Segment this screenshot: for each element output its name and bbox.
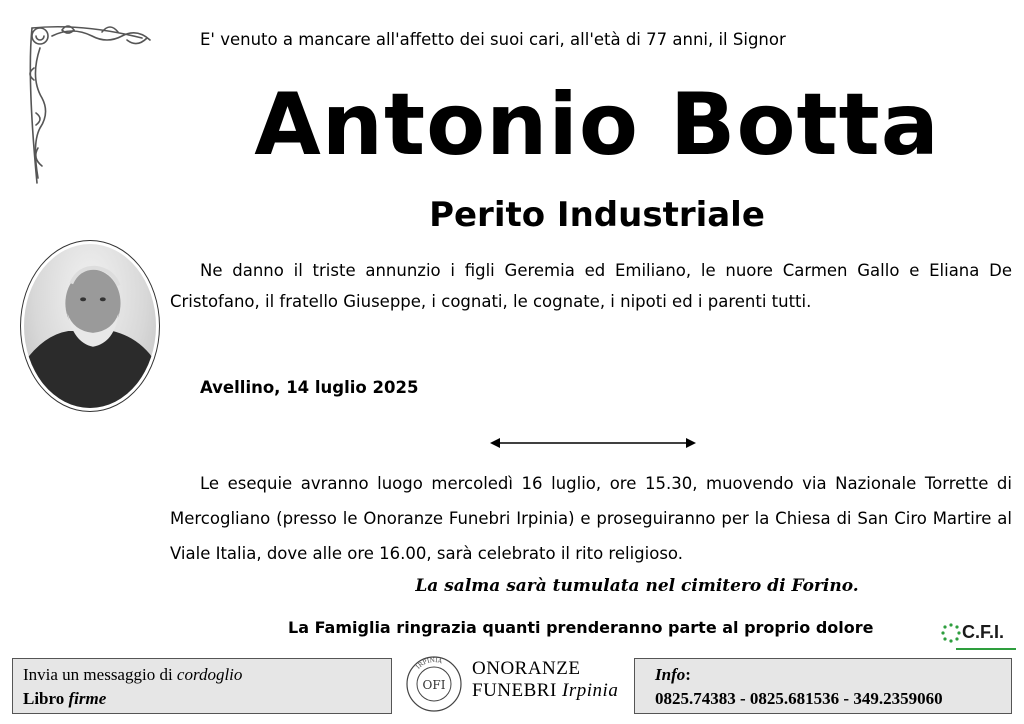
double-arrow-icon <box>490 435 696 451</box>
logo-monogram: OFI <box>422 678 446 692</box>
book-prefix: Libro <box>23 689 65 708</box>
condolence-prefix: Invia un messaggio di <box>23 665 173 684</box>
cfi-label: C.F.I. <box>962 622 1005 642</box>
thanks-line: La Famiglia ringrazia quanti prenderanno parte al proprio dolore <box>288 618 874 637</box>
agency-line1: ONORANZE <box>472 658 581 679</box>
agency-name <box>472 658 618 702</box>
intro-text: E' venuto a mancare all'affetto dei suoi cari, all'età di 77 anni, il Signor <box>200 30 786 49</box>
condolence-box[interactable] <box>12 658 392 714</box>
condolence-link[interactable] <box>23 663 381 687</box>
burial-line: La salma sarà tumulata nel cimitero di Forino. <box>415 576 859 596</box>
deceased-profession: Perito Industriale <box>429 195 765 235</box>
info-label: Info: <box>655 665 691 684</box>
portrait-photo <box>20 240 160 412</box>
phone-numbers[interactable]: 0825.74383 - 0825.681536 - 349.2359060 <box>655 689 943 708</box>
logo-top-text: IRPINIA <box>414 656 443 671</box>
agency-seal-icon <box>404 648 464 714</box>
cfi-logo-icon <box>940 618 1016 654</box>
condolence-italic: cordoglio <box>176 665 243 684</box>
announcement-paragraph: Ne danno il triste annunzio i figli Geremia ed Emiliano, le nuore Carmen Gallo e Eliana De Cristofano, il fratello Giuseppe, i cognati, le cognate, i nipoti ed i parenti tutti. <box>170 261 1012 311</box>
agency-line2: FUNEBRI Irpinia <box>472 680 619 701</box>
date-line: Avellino, 14 luglio 2025 <box>200 378 419 397</box>
guestbook-link[interactable] <box>23 687 381 711</box>
deceased-name: Antonio Botta <box>254 75 940 175</box>
svg-text:IRPINIA <box>415 657 444 671</box>
book-italic: firme <box>68 689 107 708</box>
funeral-paragraph: Le esequie avranno luogo mercoledì 16 luglio, ore 15.30, muovendo via Nazionale Torrette di Mercogliano (presso le Onoranze Funebri Irpinia) e proseguiranno per la Chiesa di San Ciro Martire al Viale Italia, dove alle ore 16.00, sarà celebrato il rito religioso. <box>170 474 1012 563</box>
info-box <box>634 658 1012 714</box>
